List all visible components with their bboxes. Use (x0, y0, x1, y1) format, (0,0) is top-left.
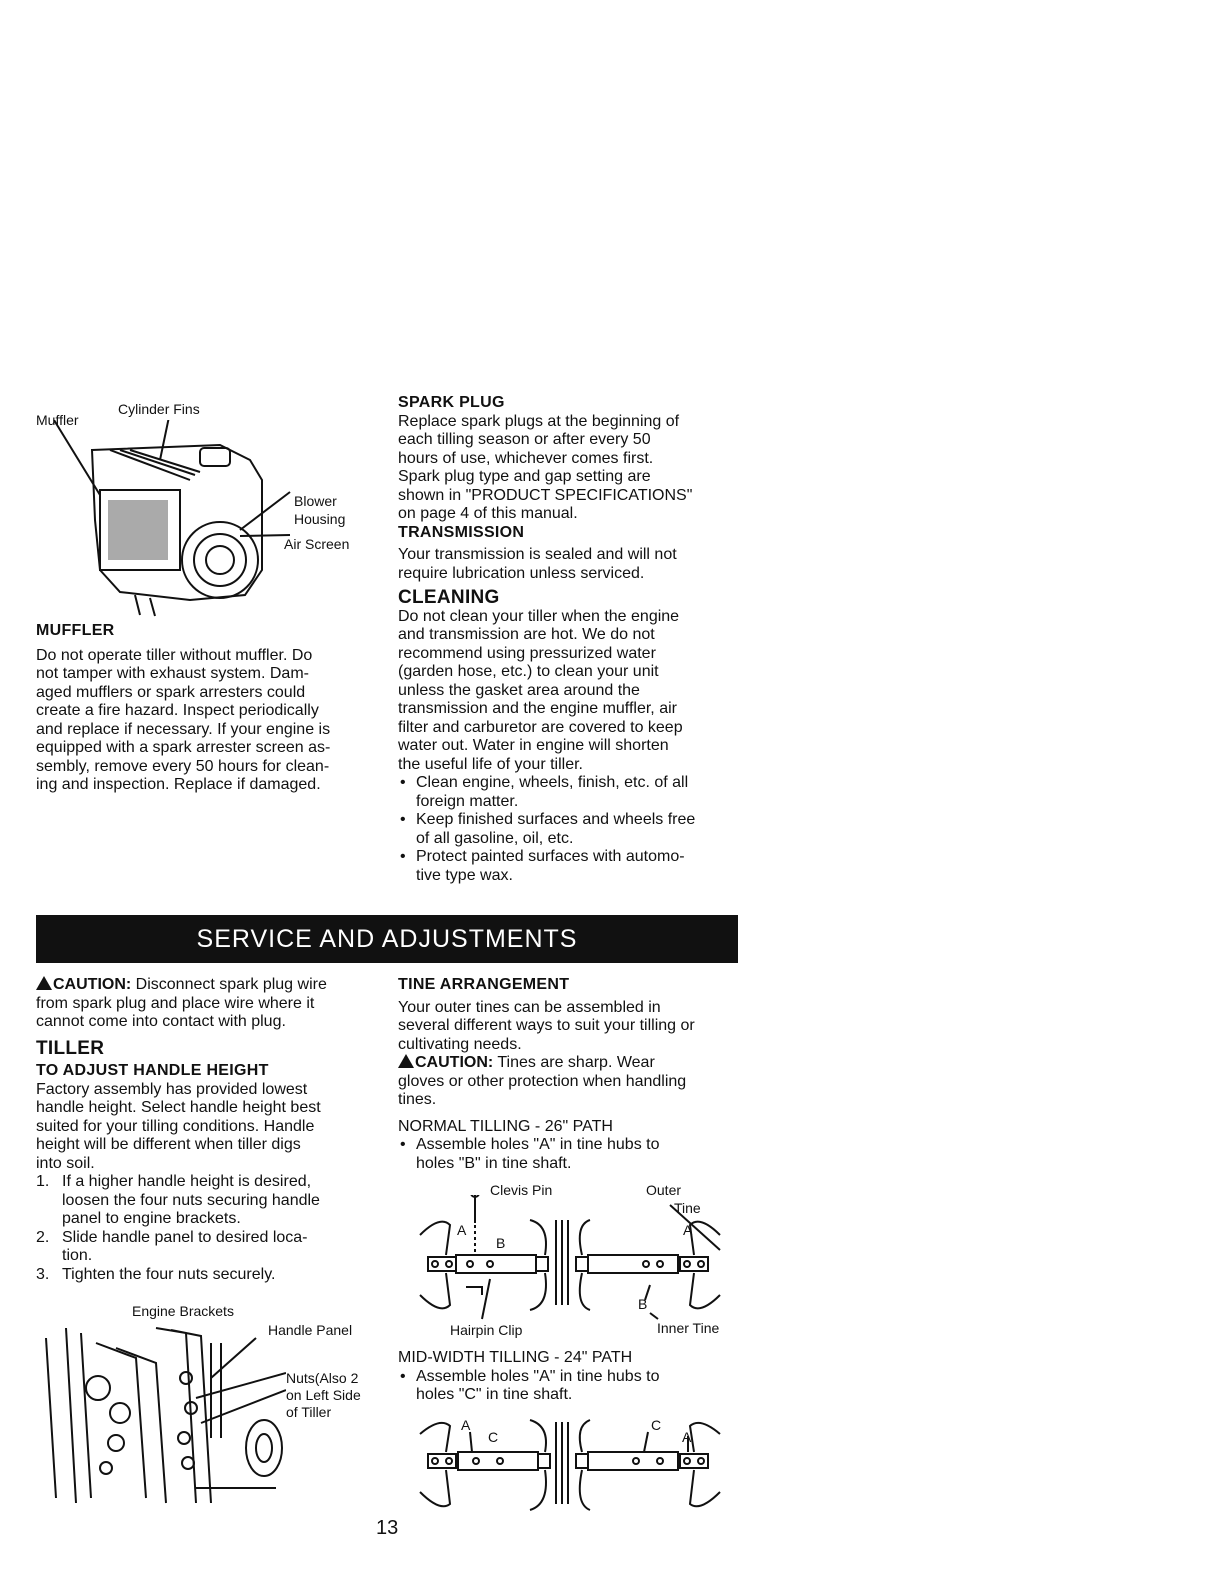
handle-height-heading: TO ADJUST HANDLE HEIGHT (36, 1062, 269, 1079)
tiller-line: suited for your tilling conditions. Handle (36, 1117, 315, 1135)
nuts-label: Nuts(Also 2 (286, 1370, 359, 1386)
cleaning-bullet: • Keep finished surfaces and wheels free of all gasoline, oil, etc. (398, 811, 743, 848)
cleaning-bullets (398, 774, 743, 885)
spark-plug-line: hours of use, whichever comes first. (398, 449, 654, 467)
tine-heading: TINE ARRANGEMENT (398, 976, 570, 993)
cleaning-line: and transmission are hot. We do not (398, 626, 655, 643)
step-item: 3. Tighten the four nuts securely. (36, 1265, 276, 1283)
tine-line: Your outer tines can be assembled in (398, 998, 661, 1016)
tiller-line: height will be different when tiller digs (36, 1136, 301, 1153)
cleaning-line: (garden hose, etc.) to clean your unit (398, 663, 659, 680)
left-bottom-column (36, 976, 381, 1284)
tine-line: cultivating needs. (398, 1035, 522, 1053)
spark-plug-line: Replace spark plugs at the beginning of (398, 412, 680, 430)
spark-plug-line: each tilling season or after every 50 (398, 431, 651, 448)
cleaning-heading: CLEANING (398, 587, 500, 608)
transmission-line: require lubrication unless serviced. (398, 564, 645, 582)
muffler-line: aged mufflers or spark arresters could (36, 683, 306, 701)
tiller-line: Factory assembly has provided lowest (36, 1080, 308, 1098)
inner-tine-label: Inner Tine (657, 1320, 720, 1336)
engine-drawing (40, 420, 300, 620)
cylinder-fins-label: Cylinder Fins (118, 401, 200, 417)
engine-brackets-label: Engine Brackets (132, 1303, 234, 1319)
warning-icon (36, 976, 52, 990)
blower-label: Blower (294, 493, 337, 509)
page-number: 13 (376, 1517, 399, 1539)
normal-bullet: • Assemble holes "A" in tine hubs to holes "B" in tine shaft. (398, 1136, 743, 1173)
hole-a-label: A (682, 1429, 692, 1445)
muffler-label: Muffler (36, 412, 79, 428)
cleaning-line: the useful life of your tiller. (398, 755, 583, 773)
cleaning-line: water out. Water in engine will shorten (398, 737, 669, 754)
mid-width-heading: MID-WIDTH TILLING - 24" PATH (398, 1349, 633, 1366)
normal-tilling-heading: NORMAL TILLING - 26" PATH (398, 1117, 613, 1135)
housing-label: Housing (294, 511, 346, 527)
muffler-section (36, 622, 376, 795)
cleaning-line: unless the gasket area around the (398, 681, 640, 699)
nuts-label: of Tiller (286, 1404, 332, 1420)
spark-plug-line: on page 4 of this manual. (398, 505, 578, 522)
hole-c-label: C (488, 1429, 499, 1445)
muffler-line: sembly, remove every 50 hours for clean- (36, 757, 330, 775)
tine-line: several different ways to suit your tilling or (398, 1017, 695, 1034)
normal-bullets (398, 1136, 743, 1173)
tiller-line: handle height. Select handle height best (36, 1099, 321, 1116)
muffler-line: Do not operate tiller without muffler. Do (36, 646, 313, 664)
caution-line: from spark plug and place wire where it (36, 994, 315, 1012)
hole-b-label: B (496, 1235, 506, 1251)
hole-c-label: C (651, 1417, 662, 1433)
mid-tine-drawing (400, 1412, 745, 1522)
handle-steps (36, 1173, 381, 1284)
muffler-line: and replace if necessary. If your engine is (36, 720, 331, 738)
handle-panel-label: Handle Panel (268, 1322, 353, 1338)
mid-bullet: • Assemble holes "A" in tine hubs to holes "C" in tine shaft. (398, 1368, 743, 1405)
hole-a-label: A (683, 1222, 693, 1238)
tine-section (398, 976, 743, 1173)
tiller-line: into soil. (36, 1154, 95, 1172)
spark-plug-line: shown in "PRODUCT SPECIFICATIONS" (398, 486, 693, 504)
cleaning-line: filter and carburetor are covered to keep (398, 718, 683, 736)
air-screen-label: Air Screen (284, 536, 350, 552)
muffler-line: equipped with a spark arrester screen as- (36, 739, 331, 756)
caution-line: tines. (398, 1091, 437, 1108)
tiller-heading: TILLER (36, 1037, 105, 1059)
caution-tines: CAUTION: Tines are sharp. Wear (398, 1054, 743, 1073)
tine-label: Tine (674, 1200, 701, 1216)
cleaning-line: Do not clean your tiller when the engine (398, 607, 680, 625)
hole-b-label: B (638, 1296, 648, 1312)
cleaning-line: transmission and the engine muffler, air (398, 700, 677, 717)
normal-tine-drawing (400, 1195, 745, 1325)
caution-line: gloves or other protection when handling (398, 1072, 687, 1090)
muffler-line: not tamper with exhaust system. Dam- (36, 665, 309, 682)
transmission-line: Your transmission is sealed and will not (398, 546, 677, 563)
cleaning-line: recommend using pressurized water (398, 644, 656, 662)
warning-icon (398, 1054, 414, 1068)
hole-a-label: A (461, 1417, 471, 1433)
nuts-label: on Left Side (286, 1387, 361, 1403)
spark-plug-line: Spark plug type and gap setting are (398, 468, 651, 485)
step-item: 1. If a higher handle height is desired, loosen the four nuts securing handle panel to engine brackets. (36, 1173, 320, 1227)
handle-drawing (36, 1318, 286, 1508)
hairpin-clip-label: Hairpin Clip (450, 1322, 523, 1338)
mid-width-section (398, 1349, 743, 1405)
cleaning-bullet: • Protect painted surfaces with automo- tive type wax. (398, 848, 743, 885)
muffler-line: create a fire hazard. Inspect periodically (36, 702, 319, 719)
hole-a-label: A (457, 1222, 467, 1238)
caution-line: cannot come into contact with plug. (36, 1013, 286, 1030)
muffler-line: ing and inspection. Replace if damaged. (36, 776, 321, 793)
clevis-pin-label: Clevis Pin (490, 1182, 553, 1198)
outer-label: Outer (646, 1182, 682, 1198)
spark-plug-heading: SPARK PLUG (398, 394, 505, 411)
muffler-heading: MUFFLER (36, 622, 115, 639)
mid-bullets (398, 1368, 743, 1405)
transmission-heading: TRANSMISSION (398, 523, 525, 541)
right-top-column (398, 394, 743, 885)
caution-disconnect: CAUTION: Disconnect spark plug wire (36, 976, 381, 995)
section-banner: SERVICE AND ADJUSTMENTS (36, 915, 738, 963)
cleaning-bullet: • Clean engine, wheels, finish, etc. of all foreign matter. (398, 774, 743, 811)
step-item: 2. Slide handle panel to desired loca- tion. (36, 1228, 308, 1264)
